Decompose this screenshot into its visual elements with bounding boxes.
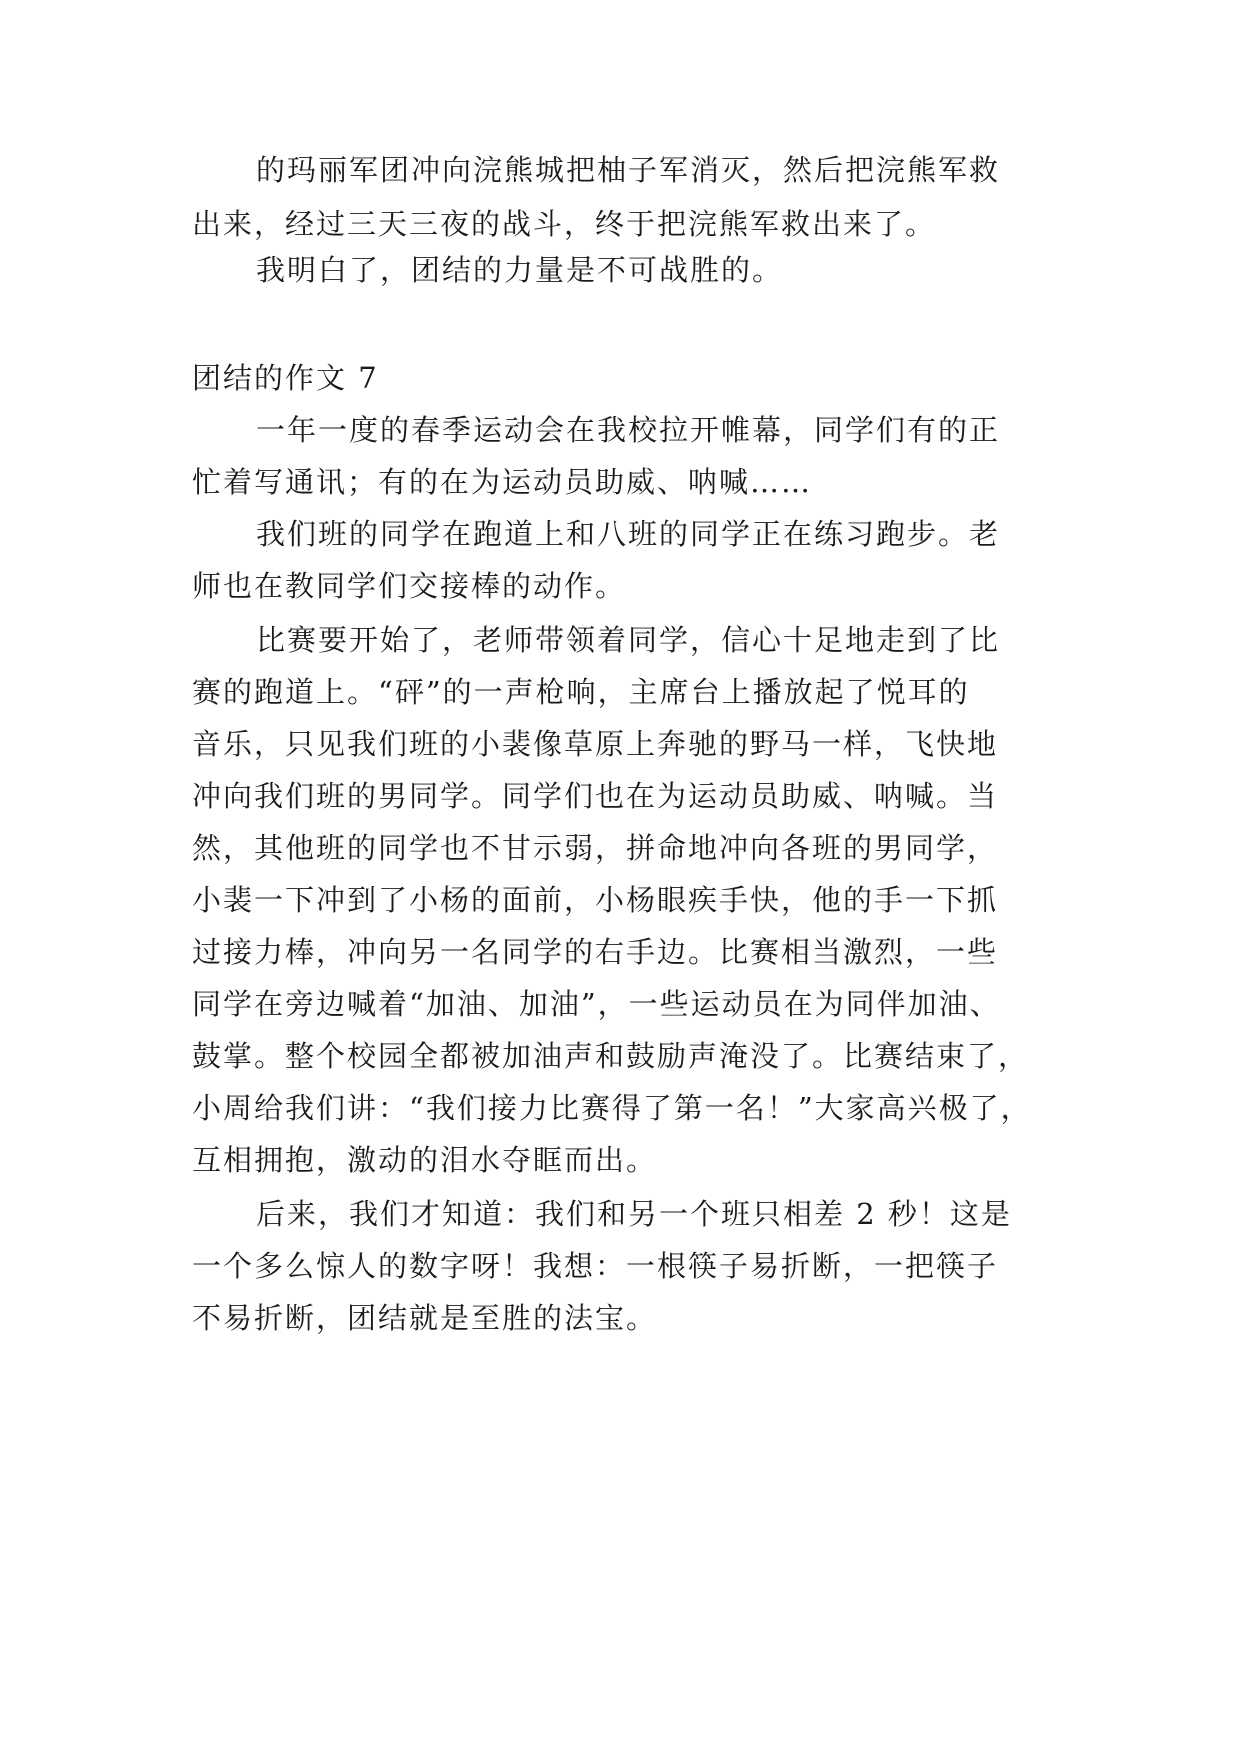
paragraph-line: 忙着写通讯；有的在为运动员助威、呐喊…… [192,465,813,499]
paragraph-line: 冲向我们班的男同学。同学们也在为运动员助威、呐喊。当 [192,779,999,813]
paragraph-line: 不易折断，团结就是至胜的法宝。 [192,1301,658,1335]
paragraph-line: 一年一度的春季运动会在我校拉开帷幕，同学们有的正 [256,413,1001,447]
paragraph-line: 音乐，只见我们班的小裴像草原上奔驰的野马一样，飞快地 [192,727,999,761]
paragraph-line: 后来，我们才知道：我们和另一个班只相差 2 秒！这是 [256,1197,1012,1231]
paragraph-line: 同学在旁边喊着“加油、加油”，一些运动员在为同伴加油、 [192,987,1001,1021]
section-title: 团结的作文 7 [192,361,379,395]
paragraph-line: 师也在教同学们交接棒的动作。 [192,569,627,603]
paragraph-line: 的玛丽军团冲向浣熊城把柚子军消灭，然后把浣熊军救 [256,153,1001,187]
paragraph-line: 赛的跑道上。“砰”的一声枪响，主席台上播放起了悦耳的 [192,675,970,709]
paragraph-line: 一个多么惊人的数字呀！我想：一根筷子易折断，一把筷子 [192,1249,999,1283]
paragraph-line: 然，其他班的同学也不甘示弱，拼命地冲向各班的男同学， [192,831,999,865]
paragraph-line: 我明白了，团结的力量是不可战胜的。 [256,253,784,287]
paragraph-line: 小裴一下冲到了小杨的面前，小杨眼疾手快，他的手一下抓 [192,883,999,917]
paragraph-line: 小周给我们讲：“我们接力比赛得了第一名！”大家高兴极了， [192,1091,1032,1125]
paragraph-line: 比赛要开始了，老师带领着同学，信心十足地走到了比 [256,623,1001,657]
paragraph-line: 互相拥抱，激动的泪水夺眶而出。 [192,1143,658,1177]
paragraph-line: 我们班的同学在跑道上和八班的同学正在练习跑步。老 [256,517,1001,551]
paragraph-line: 鼓掌。整个校园全都被加油声和鼓励声淹没了。比赛结束了， [192,1039,1030,1073]
paragraph-line: 过接力棒，冲向另一名同学的右手边。比赛相当激烈，一些 [192,935,999,969]
paragraph-line: 出来，经过三天三夜的战斗，终于把浣熊军救出来了。 [192,207,937,241]
